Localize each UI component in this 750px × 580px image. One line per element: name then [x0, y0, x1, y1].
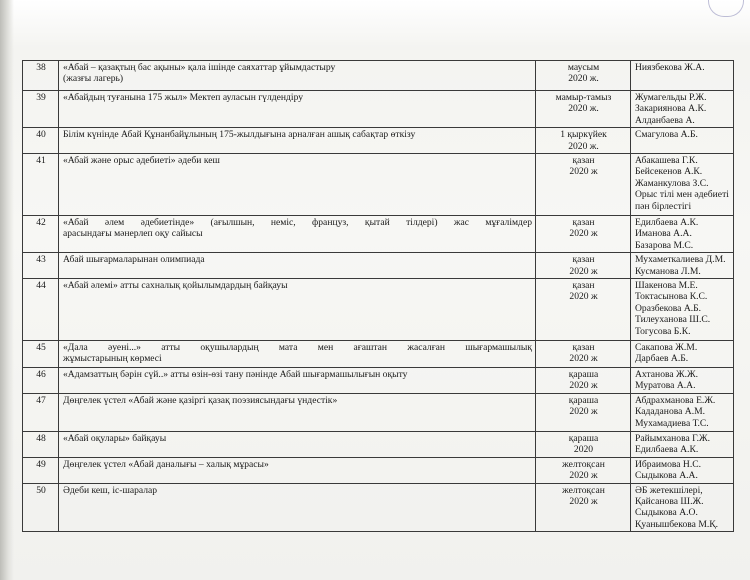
responsible-name: Сакапова Ж.М. [635, 342, 698, 354]
row-number: 48 [23, 431, 59, 457]
date-cell [536, 216, 631, 253]
event-text: Дөңгелек үстел «Абай даналығы – халық мұрасы» [63, 458, 269, 470]
row-number: 38 [23, 61, 59, 91]
date-text: қазан [572, 155, 595, 167]
date-text: 2020 ж [569, 228, 598, 240]
event-text: жұмыстарының көрмесі [63, 353, 162, 365]
row-number: 45 [23, 341, 59, 368]
date-text: 1 қыркүйек [560, 129, 607, 141]
responsible-cell [631, 341, 734, 368]
responsible-name: Муратова А.А. [635, 380, 696, 392]
responsible-name: Орыс тілі мен әдебиеті [635, 189, 729, 201]
event-cell [59, 483, 536, 532]
responsible-name: Ибраимова Н.С. [635, 458, 702, 470]
date-text: 2020 ж [569, 406, 598, 418]
date-cell [536, 128, 631, 154]
table-row [23, 128, 734, 154]
responsible-cell [631, 483, 734, 532]
table-row [23, 61, 734, 91]
table-row [23, 216, 734, 253]
date-text: қазан [572, 254, 595, 266]
event-cell [59, 393, 536, 431]
date-cell [536, 483, 631, 532]
table-row [23, 457, 734, 483]
table-row [23, 154, 734, 216]
responsible-name: Жаманкулова З.С. [635, 177, 709, 189]
event-text: «Абайдың туғанына 175 жыл» Мектеп ауласын гүлдендіру [63, 92, 304, 103]
date-text: 2020 [573, 444, 594, 456]
responsible-name: Базарова М.С. [635, 239, 694, 251]
responsible-cell [631, 393, 734, 431]
date-text: қазан [572, 280, 595, 292]
responsible-cell [631, 61, 734, 91]
table-row [23, 91, 734, 128]
event-text: «Абай – қазақтың бас ақыны» қала ішінде саяхаттар ұйымдастыру [63, 62, 336, 73]
date-cell [536, 457, 631, 483]
date-cell [536, 341, 631, 368]
date-text: 2020 ж. [568, 73, 599, 85]
date-text: мамыр-тамыз [555, 92, 612, 103]
responsible-name: Тилеуханова Ш.С. [635, 314, 711, 326]
date-text: 2020 ж. [568, 140, 599, 152]
row-number: 49 [23, 457, 59, 483]
responsible-name: Кададанова А.М. [635, 406, 706, 418]
responsible-name: Оразбекова А.Б. [635, 302, 702, 314]
table-row [23, 279, 734, 341]
row-number: 43 [23, 253, 59, 279]
responsible-name: Тогусова Б.К. [635, 325, 691, 337]
event-text: Білім күнінде Абай Құнанбайұлының 175-жылдығына арналған ашық сабақтар өткізу [63, 129, 416, 141]
responsible-name: Бейсекенов А.К. [635, 166, 703, 178]
event-text: (жазғы лагерь) [63, 73, 124, 85]
responsible-cell [631, 216, 734, 253]
responsible-name: Қуанышбекова М.Қ. [635, 518, 719, 530]
event-cell [59, 253, 536, 279]
responsible-cell [631, 368, 734, 394]
row-number: 42 [23, 216, 59, 253]
event-cell [59, 368, 536, 394]
date-text: 2020 ж. [568, 103, 599, 115]
date-text: 2020 ж [569, 380, 598, 392]
responsible-cell [631, 457, 734, 483]
table-row [23, 483, 734, 532]
responsible-name: Кусманова Л.М. [635, 265, 701, 277]
row-number: 39 [23, 91, 59, 128]
row-number: 44 [23, 279, 59, 341]
row-number: 46 [23, 368, 59, 394]
row-number: 50 [23, 483, 59, 532]
date-text: қараша [568, 369, 599, 381]
responsible-name: Едилбаева А.К. [635, 444, 699, 456]
responsible-name: Райымханова Г.Ж. [635, 432, 711, 444]
date-text: 2020 ж [569, 166, 598, 178]
responsible-name: пән бірлестігі [635, 200, 692, 212]
responsible-name: Алданбаева А. [635, 114, 695, 126]
date-text: қазан [572, 342, 595, 354]
event-cell [59, 279, 536, 341]
event-cell [59, 128, 536, 154]
date-cell [536, 253, 631, 279]
responsible-name: Сыдыкова А.О. [635, 507, 698, 519]
event-text: Абай шығармаларынан олимпиада [63, 254, 205, 266]
date-cell [536, 279, 631, 341]
responsible-name: Токтасынова К.С. [635, 291, 708, 303]
responsible-cell [631, 154, 734, 216]
date-text: 2020 ж [569, 495, 598, 507]
event-cell [59, 431, 536, 457]
table-row [23, 393, 734, 431]
date-cell [536, 431, 631, 457]
date-cell [536, 91, 631, 128]
event-cell [59, 91, 536, 128]
events-table [22, 60, 734, 532]
event-text: «Адамзаттың бәрін сүй..» атты өзін-өзі тану пәнінде Абай шығармашылығын оқыту [63, 369, 408, 381]
row-number: 40 [23, 128, 59, 154]
responsible-name: Қайсанова Ш.Ж. [635, 495, 704, 507]
responsible-name: Смагулова А.Б. [635, 129, 698, 141]
responsible-name: Абакашева Г.К. [635, 155, 698, 167]
responsible-name: Едилбаева А.К. [635, 217, 699, 229]
event-cell [59, 341, 536, 368]
event-text: «Абай оқулары» байқауы [63, 432, 167, 444]
page-top-margin [0, 0, 750, 48]
responsible-name: Шакенова М.Е. [635, 280, 698, 292]
event-text: «Абай және орыс әдебиеті» әдеби кеш [63, 155, 220, 167]
date-cell [536, 393, 631, 431]
responsible-cell [631, 128, 734, 154]
event-cell [59, 154, 536, 216]
responsible-cell [631, 431, 734, 457]
responsible-name: Мухамадиева Т.С. [635, 417, 709, 429]
date-text: 2020 ж [569, 265, 598, 277]
date-cell [536, 368, 631, 394]
event-text: арасындағы мәнерлеп оқу сайысы [63, 228, 203, 240]
date-cell [536, 154, 631, 216]
responsible-cell [631, 279, 734, 341]
responsible-name: ӘБ жетекшілері, [635, 484, 703, 496]
responsible-name: Закариянова А.К. [635, 103, 707, 115]
date-text: қараша [568, 432, 599, 444]
table-row [23, 368, 734, 394]
responsible-cell [631, 253, 734, 279]
date-text: маусым [567, 62, 600, 73]
event-text: «Абай әлем әдебиетінде» (ағылшын, неміс, француз, қытай тілдері) жас мұғалімдер [63, 217, 532, 229]
event-text: «Абай әлемі» атты сахналық қойылымдардың байқауы [63, 280, 288, 292]
row-number: 47 [23, 393, 59, 431]
date-text: 2020 ж [569, 353, 598, 365]
row-number: 41 [23, 154, 59, 216]
date-text: желтоқсан [562, 484, 605, 496]
table-row [23, 341, 734, 368]
date-text: 2020 ж [569, 470, 598, 482]
table-row [23, 253, 734, 279]
event-cell [59, 457, 536, 483]
date-text: қазан [572, 217, 595, 229]
date-text: желтоқсан [562, 458, 605, 470]
responsible-name: Ниязбекова Ж.А. [635, 62, 705, 73]
date-text: 2020 ж [569, 291, 598, 303]
responsible-name: Жумагельды Р.Ж. [635, 92, 707, 103]
event-text: Әдеби кеш, іс-шаралар [63, 484, 158, 496]
responsible-name: Дарбаев А.Б. [635, 353, 689, 365]
table-row [23, 431, 734, 457]
responsible-name: Сыдыкова А.А. [635, 470, 698, 482]
event-cell [59, 61, 536, 91]
event-text: Дөңгелек үстел «Абай және қазіргі қазақ поэзиясындағы үндестік» [63, 394, 338, 406]
responsible-name: Ахтанова Ж.Ж. [635, 369, 699, 381]
responsible-name: Абдрахманова Е.Ж. [635, 394, 716, 406]
responsible-name: Мухаметкалиева Д.М. [635, 254, 726, 266]
event-cell [59, 216, 536, 253]
event-text: «Дала әуені...» атты оқушылардың мата мен ағаштан жасалған шығармашылық [63, 342, 532, 354]
responsible-name: Иманова А.А. [635, 228, 692, 240]
responsible-cell [631, 91, 734, 128]
date-text: қараша [568, 394, 599, 406]
date-cell [536, 61, 631, 91]
scan-binding-shadow [0, 0, 14, 580]
